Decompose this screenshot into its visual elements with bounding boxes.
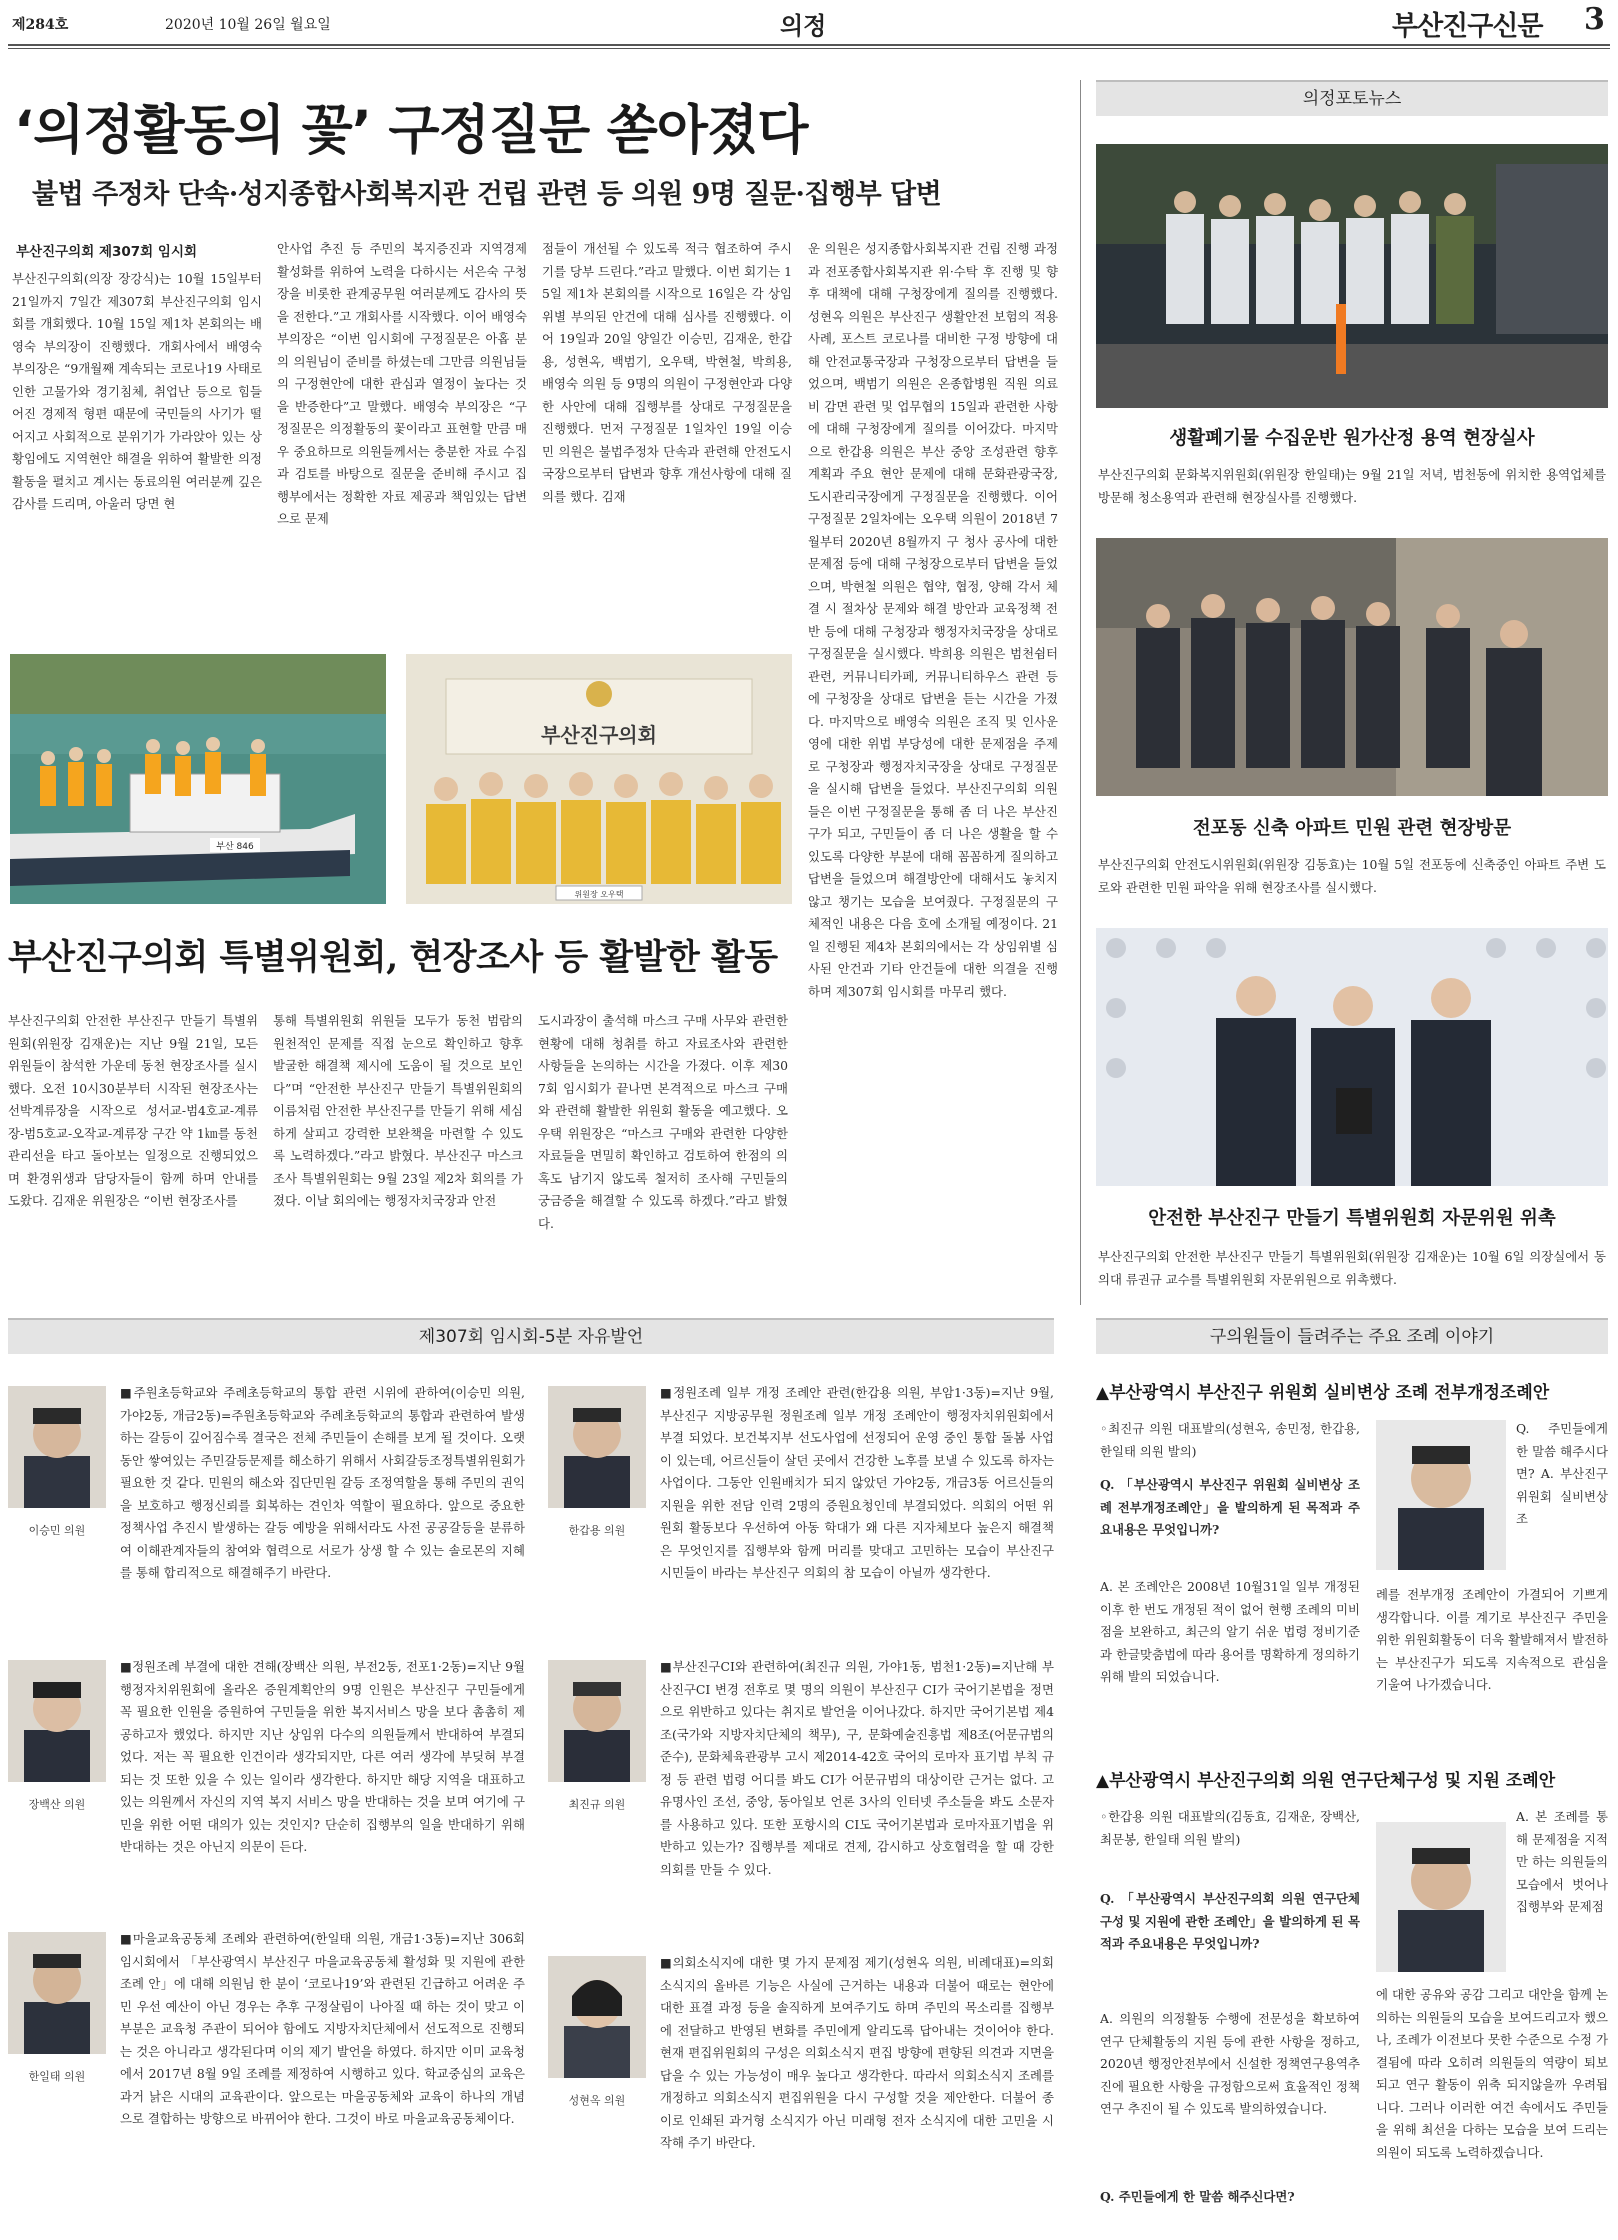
ordinance-1-title: ▲부산광역시 부산진구 위원회 실비변상 조례 전부개정조례안 <box>1096 1383 1550 1403</box>
photo-news-text-3: 부산진구의회 안전한 부산진구 만들기 특별위원회(위원장 김재운)는 10월 6일 의장실에서 동의대 류권규 교수를 특별위원회 자문위원으로 위촉했다. <box>1098 1249 1606 1287</box>
column-divider <box>1080 80 1081 1305</box>
portrait-5 <box>8 1932 106 2054</box>
ordinance-2-answer-2: 에 대한 공유와 공감 그리고 대안을 함께 논의하는 의원들의 모습을 보여드리고자 했으나, 조례가 이전보다 못한 수준으로 수정 가결됨에 따라 오히려 의원들의 역량이 퇴보되고 연구 활동이 위축 되지않을까 우려됩니다. 그러나 이러한 여건 속에서도 주민들을 위해 최선을 다하는 모습을 보여 드리는 의원이 되도록 노력하겠습니다. <box>1376 1987 1608 2160</box>
ordinance-1-intro: ◦최진규 의원 대표발의(성현옥, 송민정, 한갑용, 한일태 의원 발의) <box>1100 1421 1360 1459</box>
special-headline: 부산진구의회 특별위원회, 현장조사 등 활발한 활동 <box>8 937 778 978</box>
apartment-visit-photo <box>1096 538 1608 796</box>
issue-number: 제284호 <box>12 17 69 33</box>
page-number: 3 <box>1584 2 1605 37</box>
masthead-rule-thin <box>8 48 1610 49</box>
speech-text-6: ■의회소식지에 대한 몇 가지 문제점 제기(성현옥 의원, 비례대표)=의회 소식지의 올바른 기능은 사실에 근거하는 내용과 더불어 때로는 현안에 대한 표결 과정 등을 솔직하게 보여주기도 하며 주민의 목소리를 집행부에 전달하고 반영된 변화를 주민에게 알리도록 답아내는 것이어야 한다. 현재 편집위원회의 구성은 의회소식지 편집 방향에 편향된 의견과 지면을 답을 수 있는 가능성이 매우 높다고 생각한다. 따라서 의회소식지 조례를 개정하고 의회소식지 편집위원을 다시 구성할 것을 제안한다. 더불어 종이로 인쇄된 과거형 소식지가 아닌 미래형 전자 소식지에 대한 고민을 시작해 주기 바란다. <box>660 1955 1054 2150</box>
speaker-name-3: 장백산 의원 <box>28 1798 86 1811</box>
speech-text-4: ■부산진구CI와 관련하여(최진규 의원, 가야1동, 범천1·2동)=지난해 부산진구CI 변경 전후로 몇 명의 의원이 부산진구 CI가 국어기본법을 정면으로 위반하고 있다는 취지로 발언을 이어나갔다. 하지만 국어기본법 제4조(국가와 지방자치단체의 책무), 구, 문화예술진흥법 제8조(어문규범의 준수), 문화체육관광부 고시 제2014-42호 국어의 로마자 표기법 부칙 규정 등 관련 법령 어디를 봐도 CI가 어문규범의 대상이란 근거는 없다. 고유명사인 조선, 중앙, 동아일보 언론 3사의 인터넷 주소들을 봐도 소문자를 사용하고 있다. 또한 포항시의 CI도 국어기본법과 로마자표기법을 위반하고 있는가? 집행부를 제대로 견제, 감시하고 상호협력을 할 때 강한 의회를 만들 수 있다. <box>660 1659 1054 1877</box>
lead-col-1: 부산진구의회(의장 장강식)는 10월 15일부터 21일까지 7일간 제307회 부산진구의회 임시회를 개회했다. 10월 15일 제1차 본회의는 배영숙 부의장이 진행했다. 개회사에서 배영숙 부의장은 “9개월째 계속되는 코로나19 사태로 인한 고물가와 경기침체, 취업난 등으로 힘들어진 경제적 형편 때문에 국민들의 사기가 떨어지고 사회적으로 분위기가 가라앉아 있는 상황임에도 지역현안 해결을 위하여 활발한 의정활동을 펼치고 계시는 동료의원 여러분께 깊은 감사를 드리며, 아울러 당면 현 <box>12 271 262 511</box>
ordinance-2-intro: ◦한갑용 의원 대표발의(김동효, 김재운, 장백산, 최문봉, 한일태 의원 발의) <box>1100 1809 1360 1847</box>
ordinance-2-portrait <box>1376 1822 1506 1972</box>
council-sign: 부산진구의회 <box>541 723 657 747</box>
ordinance-1-answer-2: 례를 전부개정 조례안이 가결되어 기쁘게 생각합니다. 이를 계기로 부산진구 주민을 위한 위원회활동이 더욱 활발해져서 발전하는 부산진구가 되도록 지속적으로 관심을 기울여 나가겠습니다. <box>1376 1587 1608 1692</box>
issue-date: 2020년 10월 26일 월요일 <box>165 17 331 33</box>
ordinance-1-portrait <box>1376 1420 1506 1570</box>
waste-inspection-photo <box>1096 144 1608 408</box>
lead-kicker: 부산진구의회 제307회 임시회 <box>16 244 198 260</box>
speech-text-5: ■마을교육공동체 조례와 관련하여(한일태 의원, 개금1·3동)=지난 306회 임시회에서 「부산광역시 부산진구 마을교육공동체 활성화 및 지원에 관한 조례 안」에 대해 의원님 한 분이 ‘코로나19’와 관련된 긴급하고 어려운 주민 우선 예산이 아닌 경우는 추후 구정살림이 나아질 때 하는 것이 맞고 이 부분은 교육청 주관이 되어야 함에도 지방자치단체에서 선도적으로 진행되는 것은 아니라고 생각된다며 이의 제기 발언을 하였다. 하지만 이미 교육청에서 2017년 8월 9일 조례를 제정하여 시행하고 있다. 학교중심의 교육은 과거 낡은 시대의 교육관이다. 앞으로는 마을공동체와 교육이 하나의 개념으로 결합하는 방향으로 바뀌어야 한다. 그것이 바로 마을교육공동체이다. <box>120 1931 525 2126</box>
speaker-name-4: 최진규 의원 <box>568 1798 626 1811</box>
ordinance-2-answer: A. 의원의 의정활동 수행에 전문성을 확보하여 연구 단체활동의 지원 등에 관한 사항을 정하고, 2020년 행정안전부에서 신설한 정책연구용역추진에 필요한 사항을 규정함으로써 효율적인 정책연구 추진이 될 수 있도록 발의하였습니다. <box>1100 2011 1360 2116</box>
lead-subhead: 불법 주정차 단속·성지종합사회복지관 건립 관련 등 의원 9명 질문·집행부 답변 <box>32 179 942 210</box>
ordinance-bar: 구의원들이 들려주는 주요 조례 이야기 <box>1096 1318 1608 1354</box>
section-name: 의정 <box>780 12 827 40</box>
portrait-6 <box>548 1956 646 2078</box>
advisor-appointment-photo <box>1096 928 1608 1186</box>
ordinance-2-title: ▲부산광역시 부산진구의회 의원 연구단체구성 및 지원 조례안 <box>1096 1771 1556 1791</box>
portrait-2 <box>548 1386 646 1508</box>
boat-inspection-photo <box>10 654 386 904</box>
photo-news-text-2: 부산진구의회 안전도시위원회(위원장 김동효)는 10월 5일 전포동에 신축중인 아파트 주변 도로와 관련한 민원 파악을 위해 현장조사를 실시했다. <box>1098 857 1606 895</box>
lead-headline: ‘의정활동의 꽃’ 구정질문 쏟아졌다 <box>14 100 808 161</box>
special-col-1: 부산진구의회 안전한 부산진구 만들기 특별위원회(위원장 김재운)는 지난 9월 21일, 모든 위원들이 참석한 가운데 동천 현장조사를 실시했다. 오전 10시30분부터 시작된 현장조사는 선박계류장을 시작으로 성서교-범4호교-계류장-범5호교-오작교-계류장 구간 약 1㎞를 동천 관리선을 타고 돌아보는 일정으로 진행되었으며 환경위생과 담당자들이 함께 하며 안내를 도왔다. 김재운 위원장은 “이번 현장조사를 <box>8 1013 258 1208</box>
lead-col-4: 운 의원은 성지종합사회복지관 건립 진행 과정과 전포종합사회복지관 위·수탁 후 진행 및 향후 대책에 대해 구청장에게 질의를 진행했다. 성현옥 의원은 부산진구 생활안전 보험의 적용사례, 포스트 코로나를 대비한 구정 방향에 대해 안전교통국장과 구청장으로부터 답변을 들었으며, 백범기 의원은 온종합병원 직원 의료비 감면 관련 및 업무협의 15일과 관련한 사항에 대해 구청장에게 질의를 이어갔다. 마지막으로 한갑용 의원은 부산 중앙 조성관련 향후계획과 주요 현안 문제에 대해 문화관광국장, 도시관리국장에게 구정질문을 진행했다. 이어 구정질문 2일차에는 오우택 의원이 2018년 7월부터 2020년 8월까지 구 청사 공사에 대한 문제점 등에 대해 구청장으로부터 답변을 들었으며, 박현철 의원은 협약, 협정, 양해 각서 체결 시 절차상 문제와 해결 방안과 교육정책 전반 등에 대해 구청장과 행정자치국장을 상대로 구정질문을 실시했다. 박희용 의원은 범천쉼터 관련, 커뮤니티카페, 커뮤니티하우스 관련 등에 구청장을 상대로 답변을 듣는 시간을 가졌다. 마지막으로 배영숙 의원은 조직 및 인사운영에 대한 위법 부당성에 대한 문제점을 주제로 구청장과 행정자치국장을 상대로 구정질문을 실시해 답변을 들었다. 부산진구의회 의원들은 이번 구정질문을 통해 좀 더 나은 부산진구가 되고, 구민들이 좀 더 나은 생활을 할 수 있도록 다양한 부분에 대해 꼼꼼하게 질의하고 답변을 들었으며 해결방안에 대해서도 놓치지 않고 챙기는 모습을 보여줬다. 구정질문의 구체적인 내용은 다음 호에 소개될 예정이다. 21일 진행된 제4차 본회의에서는 각 상임위별 심사된 안건과 기타 안건들에 대한 의결을 진행하며 제307회 임시회를 마무리 했다. <box>808 241 1058 999</box>
ordinance-2-question-2: Q. 주민들에게 한 말씀 해주신다면? <box>1100 2189 1295 2204</box>
portrait-1 <box>8 1386 106 1508</box>
photo-news-title-2: 전포동 신축 아파트 민원 관련 현장방문 <box>1192 818 1512 839</box>
speech-text-2: ■정원조례 일부 개정 조례안 관련(한갑용 의원, 부암1·3동)=지난 9월, 부산진구 지방공무원 정원조례 일부 개정 조례안이 행정자치위원회에서 부결 되었다. 보건복지부 선도사업에 선정되어 운영 중인 통합 돌봄 사업이 있는데, 어르신들이 살던 곳에서 건강한 노후를 보낼 수 있도록 하자는 사업이다. 그동안 인원배치가 되지 않았던 가야2동, 개금3동 어르신들의 지원을 위한 전담 인력 2명의 증원요청인데 부결되었다. 의회의 어떤 위원회 활동보다 우선하여 아동 학대가 왜 다른 지자체보다 높은지 해결책은 무엇인지를 집행부와 함께 머리를 맞대고 고민하는 모습이 부산진구 시민들이 바라는 부산진구 의회의 참 모습이 아닐까 생각한다. <box>660 1385 1054 1580</box>
ordinance-2-sidebar: A. 본 조례를 통해 문제점을 지적만 하는 의원들의 모습에서 벗어나 집행부와 문제점 <box>1516 1809 1608 1914</box>
boat-sign: 부산 846 <box>216 842 254 852</box>
speaker-name-5: 한일태 의원 <box>28 2070 86 2083</box>
masthead-rule <box>8 44 1610 46</box>
paper-name: 부산진구신문 <box>1392 11 1543 42</box>
ordinance-1-sidebar: Q. 주민들에게 한 말씀 해주시다면? A. 부산진구 위원회 실비변상 조 <box>1516 1421 1608 1526</box>
nameplate: 위원장 오우택 <box>574 890 624 899</box>
portrait-4 <box>548 1660 646 1782</box>
council-group-photo <box>406 654 792 904</box>
special-col-2: 통해 특별위원회 위원들 모두가 동천 범람의 원천적인 문제를 직접 눈으로 확인하고 향후 발굴한 해결책 제시에 도움이 될 것으로 보인다”며 “안전한 부산진구 만들기 특별위원회의 이름처럼 안전한 부산진구를 만들기 위해 세심하게 살피고 강력한 보완책을 마련할 수 있도록 노력하겠다.”라고 밝혔다. 부산진구 마스크 조사 특별위원회는 9월 23일 제2차 회의를 가졌다. 이날 회의에는 행정자치국장과 안전 <box>273 1013 523 1208</box>
ordinance-2-question: Q. 「부산광역시 부산진구의회 의원 연구단체 구성 및 지원에 관한 조례안」을 발의하게 된 목적과 주요내용은 무엇입니까? <box>1100 1891 1360 1951</box>
speech-text-1: ■주원초등학교와 주례초등학교의 통합 관련 시위에 관하여(이승민 의원, 가야2동, 개금2동)=주원초등학교와 주례초등학교의 통합과 관련하여 발생하는 갈등이 깊어짐수록 결국은 전체 주민들이 손해를 보게 될 것이다. 오랫동안 쌓여있는 주민갈등문제를 해소하기 위해서 사회갈등조정특별위원회가 필요한 것 같다. 민원의 해소와 집단민원 갈등 조정역할을 통해 주민의 권익을 보호하고 행정신뢰를 회복하는 견인차 역할이 필요하다. 앞으로 중요한 정책사업 추진시 발생하는 갈등 예방을 위해서라도 사전 공공갈등을 분류하여 이해관계자들의 참여와 협력으로 서로가 상생 할 수 있는 솔로몬의 지혜를 통해 합리적으로 해결해주기 바란다. <box>120 1385 525 1580</box>
lead-col-3: 점들이 개선될 수 있도록 적극 협조하여 주시기를 당부 드린다.”라고 말했다. 이번 회기는 15일 제1차 본회의를 시작으로 16일은 각 상임위별 부의된 안건에 대해 심사를 진행했다. 이어 19일과 20일 양일간 이승민, 김재운, 한갑용, 성현옥, 백범기, 오우택, 박현철, 박희용, 배영숙 의원 등 9명의 의원이 구정현안과 다양한 사안에 대해 집행부를 상대로 구정질문을 진행했다. 먼저 구정질문 1일차인 19일 이승민 의원은 불법주정차 단속과 관련해 안전도시국장으로부터 답변과 향후 개선사항에 대해 질의를 했다. 김재 <box>542 241 792 504</box>
portrait-3 <box>8 1660 106 1782</box>
lead-col-2: 안사업 추진 등 주민의 복지증진과 지역경제 활성화를 위하여 노력을 다하시는 서은숙 구청장을 비롯한 관계공무원 여러분께도 감사의 뜻을 전한다.”고 개회사를 시작했다. 이어 배영숙 부의장은 “이번 임시회에 구정질문은 아홉 분의 의원님이 준비를 하셨는데 그만큼 의원님들의 구정현안에 대한 관심과 열정이 높다는 것을 반증한다”고 말했다. 배영숙 부의장은 “구정질문은 의정활동의 꽃이라고 표현할 만큼 매우 중요하므로 의원들께서는 충분한 자료 수집과 검토를 바탕으로 질문을 준비해 주시고 집행부에서는 정확한 자료 제공과 책임있는 답변으로 문제 <box>277 241 527 526</box>
speech-text-3: ■정원조례 부결에 대한 견해(장백산 의원, 부전2동, 전포1·2동)=지난 9월 행정자치위원회에 올라온 증원계획안의 9명 인원은 부산진구 구민들에게 꼭 필요한 인원을 증원하여 구민들을 위한 복지서비스 망을 보다 촘촘히 제공하고자 했었다. 하지만 지난 상임위 다수의 의원들께서 반대하여 부결되었다. 저는 꼭 필요한 인건이라 생각되지만, 다른 여러 생각에 부딪혀 부결되는 것 또한 있을 수 있는 일이라 생각한다. 하지만 해당 지역을 대표하고 있는 의원께서 자신의 지역 복지 서비스 망을 반대하는 것을 보며 여기에 구민을 위한 어떤 대의가 있는 것인지? 단순히 집행부의 일을 반대하기 위해 반대하는 것은 아닌지 의문이 든다. <box>120 1659 525 1854</box>
photo-news-title-1: 생활폐기물 수집운반 원가산정 용역 현장실사 <box>1169 428 1535 449</box>
speaker-name-1: 이승민 의원 <box>28 1524 86 1537</box>
photo-news-text-1: 부산진구의회 문화복지위원회(위원장 한일태)는 9월 21일 저녁, 범천동에 위치한 용역업체를 방문해 청소용역과 관련해 현장실사를 진행했다. <box>1098 467 1606 505</box>
photo-news-bar: 의정포토뉴스 <box>1096 80 1608 116</box>
free-speech-bar: 제307회 임시회-5분 자유발언 <box>8 1318 1054 1354</box>
speaker-name-6: 성현옥 의원 <box>568 2094 626 2107</box>
ordinance-1-answer: A. 본 조례안은 2008년 10월31일 일부 개정된 이후 한 번도 개정된 적이 없어 현행 조례의 미비점을 보완하고, 최근의 알기 쉬운 법령 정비기준과 한글맞춤법에 따라 용어를 명확하게 정의하기 위해 발의 되었습니다. <box>1100 1579 1360 1684</box>
photo-news-title-3: 안전한 부산진구 만들기 특별위원회 자문위원 위촉 <box>1148 1208 1556 1229</box>
ordinance-1-question: Q. 「부산광역시 부산진구 위원회 실비변상 조례 전부개정조례안」을 발의하게 된 목적과 주요내용은 무엇입니까? <box>1100 1477 1360 1537</box>
speaker-name-2: 한갑용 의원 <box>568 1524 626 1537</box>
special-col-3: 도시과장이 출석해 마스크 구매 사무와 관련한 현황에 대해 청취를 하고 자료조사와 관련한 사항들을 논의하는 시간을 가졌다. 이후 제307회 임시회가 끝나면 본격적으로 마스크 구매와 관련해 활발한 위원회 활동을 예고했다. 오우택 위원장은 “마스크 구매와 관련한 다양한 자료들을 면밀히 확인하고 검토하여 한점의 의혹도 남기지 않도록 철저히 조사해 구민들의 궁금증을 해결할 수 있도록 하겠다.”라고 밝혔다. <box>538 1013 788 1231</box>
